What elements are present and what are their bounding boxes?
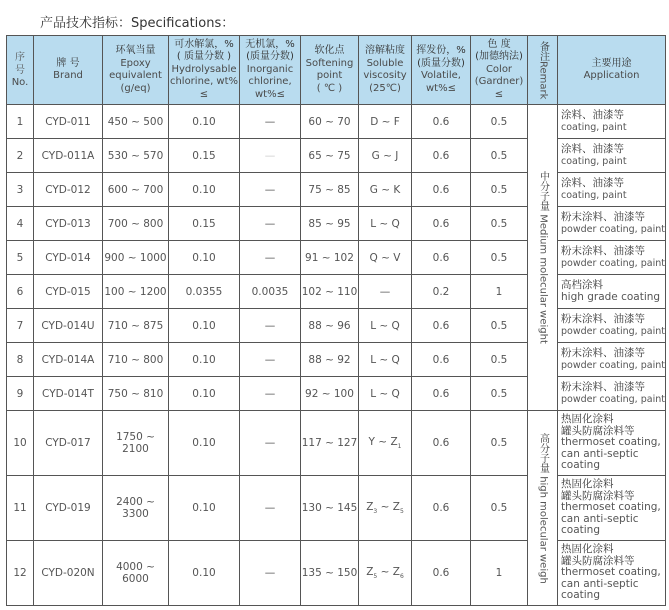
cell-vol: 0.6 [412,105,471,139]
header-inorg-cn2: (质量分数) [246,51,294,63]
cell-soft: 88 ~ 96 [301,309,359,343]
app-cn: 粉末涂料、油漆等 [561,211,645,223]
app-en2: can anti-septic [561,447,639,460]
cell-epoxy: 530 ~ 570 [103,139,169,173]
remark-medium-en: Medium molecular weight [537,214,549,344]
app-cn: 涂料、油漆等 [561,177,624,189]
table-row [7,343,666,377]
header-vol-cn2: (质量分数) [417,57,465,69]
visc-from: Y [368,435,375,448]
cell-soft: 75 ~ 85 [301,173,359,207]
app-en: powder coating, paint [561,223,665,235]
header-soluble-viscosity [359,36,412,105]
cell-visc: G ~ K [359,173,412,207]
cell-epoxy: 2400 ~ 3300 [103,476,169,541]
header-brand-cn: 牌 号 [56,57,80,69]
cell-application [558,377,666,411]
cell-no: 11 [7,476,34,541]
cell-no: 4 [7,207,34,241]
cell-hydro: 0.10 [169,105,240,139]
visc-to-sub: 6 [399,573,404,581]
cell-no: 5 [7,241,34,275]
cell-visc: L ~ Q [359,309,412,343]
cell-color: 0.5 [471,343,528,377]
visc-from-sub: 5 [373,573,378,581]
header-no-en: No. [11,76,29,88]
app-en: powder coating, paint [561,359,665,371]
header-color-cn1: 色 度 [487,38,511,50]
cell-brand: CYD-014A [34,343,103,377]
app-cn1: 热固化涂料 [561,543,614,556]
header-inorg-en3: wt%≤ [255,88,285,100]
page-title: 产品技术指标：Specifications： [40,16,235,31]
visc-from: Z [366,565,374,578]
cell-inorg: — [240,411,301,476]
cell-brand: CYD-013 [34,207,103,241]
cell-application [558,207,666,241]
cell-application [558,275,666,309]
cell-inorg: — [240,541,301,606]
app-en: powder coating, paint [561,257,665,269]
app-cn2: 罐头防腐涂料等 [561,554,635,567]
header-visc-en2: viscosity [363,70,407,81]
cell-vol: 0.6 [412,207,471,241]
app-cn: 粉末涂料、油漆等 [561,313,645,325]
cell-application [558,309,666,343]
header-hydro-cn2: ( 质量分数 ) [176,51,232,63]
cell-color: 1 [471,275,528,309]
cell-soft: 91 ~ 102 [301,241,359,275]
cell-color: 0.5 [471,173,528,207]
header-vol-cn1: 挥发份，% [416,45,466,56]
specifications-table [6,35,666,606]
cell-brand: CYD-017 [34,411,103,476]
cell-application [558,476,666,541]
cell-application [558,139,666,173]
header-remark-text [537,41,549,99]
visc-from-sub: 3 [373,508,378,516]
cell-epoxy: 710 ~ 875 [103,309,169,343]
app-cn1: 热固化涂料 [561,478,614,491]
cell-application [558,343,666,377]
header-no-cn: 序号 [15,51,25,76]
header-inorg-en2: chlorine, [248,76,292,88]
header-color-en3: ≤ [494,88,504,100]
table-row [7,105,666,139]
remark-high-cn: 高分子量 [537,432,549,473]
app-en: coating, paint [561,121,627,133]
cell-inorg: 0.0035 [240,275,301,309]
app-en2: can anti-septic [561,512,639,525]
header-hydro-en2: chlorine, wt% [169,76,239,88]
cell-soft: 130 ~ 145 [301,476,359,541]
header-soft-en3: ( ℃ ) [316,82,343,94]
app-cn: 粉末涂料、油漆等 [561,347,645,359]
header-volatile [412,36,471,105]
header-app-cn: 主要用途 [591,57,632,69]
app-en: powder coating, paint [561,393,665,405]
cell-no: 9 [7,377,34,411]
remark-high-en: high molecular weigh [537,475,549,584]
header-vol-en1: Volatile, [421,70,461,81]
app-en2: can anti-septic [561,577,639,590]
cell-hydro: 0.10 [169,411,240,476]
cell-no: 12 [7,541,34,606]
cell-hydro: 0.10 [169,343,240,377]
app-cn2: 罐头防腐涂料等 [561,489,635,502]
visc-to: Z [390,435,398,448]
table-row [7,377,666,411]
cell-epoxy: 710 ~ 800 [103,343,169,377]
remark-high-molecular [528,411,558,606]
cell-inorg: — [240,105,301,139]
cell-visc: L ~ Q [359,207,412,241]
cell-vol: 0.6 [412,476,471,541]
cell-visc: $Z_3$ ~ $Z_5$ [359,476,412,541]
cell-application [558,105,666,139]
cell-vol: 0.2 [412,275,471,309]
cell-visc: Q ~ V [359,241,412,275]
cell-epoxy: 100 ~ 1200 [103,275,169,309]
cell-soft: 117 ~ 127 [301,411,359,476]
header-inorg-cn1: 无机氯，% [245,38,295,50]
cell-color: 0.5 [471,139,528,173]
cell-soft: 60 ~ 70 [301,105,359,139]
table-row [7,139,666,173]
table-row [7,207,666,241]
cell-no: 7 [7,309,34,343]
cell-epoxy: 750 ~ 810 [103,377,169,411]
cell-vol: 0.6 [412,309,471,343]
cell-application [558,411,666,476]
app-en: high grade coating [561,290,661,303]
app-en3: coating [561,524,600,537]
cell-application [558,541,666,606]
header-brand [34,36,103,105]
visc-from: Z [366,500,374,513]
cell-hydro: 0.10 [169,476,240,541]
app-cn1: 热固化涂料 [561,413,614,426]
header-remark [528,36,558,105]
cell-brand: CYD-014U [34,309,103,343]
cell-color: 1 [471,541,528,606]
cell-color: 0.5 [471,241,528,275]
cell-inorg: — [240,207,301,241]
cell-soft: 92 ~ 100 [301,377,359,411]
header-soft-cn: 软化点 [314,45,345,56]
app-cn2: 罐头防腐涂料等 [561,424,635,437]
cell-visc: G ~ J [359,139,412,173]
app-en1: thermoset coating, [561,501,661,514]
header-soft-en1: Softening [305,57,354,69]
remark-medium-molecular [528,105,558,411]
cell-epoxy: 900 ~ 1000 [103,241,169,275]
app-en3: coating [561,589,600,602]
cell-visc: L ~ Q [359,343,412,377]
app-en: coating, paint [561,189,627,201]
cell-inorg: — [240,476,301,541]
cell-soft: 88 ~ 92 [301,343,359,377]
header-inorg-en1: Inorganic [246,63,294,75]
cell-no: 1 [7,105,34,139]
table-row [7,241,666,275]
cell-no: 10 [7,411,34,476]
cell-hydro: 0.10 [169,173,240,207]
cell-brand: CYD-014 [34,241,103,275]
header-hydrolysable-chlorine [169,36,240,105]
header-color-gardner [471,36,528,105]
cell-hydro: 0.15 [169,139,240,173]
header-color-cn2: (加德纳法) [475,51,523,63]
header-soft-en2: point [316,70,343,81]
cell-brand: CYD-020N [34,541,103,606]
cell-color: 0.5 [471,105,528,139]
cell-soft: 135 ~ 150 [301,541,359,606]
header-visc-en3: (25℃) [369,82,401,94]
cell-hydro: 0.10 [169,377,240,411]
cell-vol: 0.6 [412,411,471,476]
remark-medium-text [537,171,549,344]
cell-inorg: — [240,309,301,343]
remark-high-text [537,433,549,584]
cell-vol: 0.6 [412,241,471,275]
header-row [7,36,666,105]
cell-no: 2 [7,139,34,173]
cell-application [558,173,666,207]
app-cn: 粉末涂料、油漆等 [561,245,645,257]
cell-color: 0.5 [471,411,528,476]
cell-no: 6 [7,275,34,309]
cell-epoxy: 450 ~ 500 [103,105,169,139]
header-remark-en: Remark [537,60,549,100]
table-row [7,275,666,309]
app-cn: 涂料、油漆等 [561,109,624,121]
cell-visc: $Z_5$ ~ $Z_6$ [359,541,412,606]
cell-application [558,241,666,275]
table-row [7,173,666,207]
header-color-en2: (Gardner) [474,76,524,88]
app-en: coating, paint [561,155,627,167]
cell-color: 0.5 [471,309,528,343]
cell-color: 0.5 [471,377,528,411]
cell-hydro: 0.15 [169,207,240,241]
cell-brand: CYD-015 [34,275,103,309]
header-softening-point [301,36,359,105]
header-brand-en: Brand [53,70,83,81]
visc-to-sub: 5 [399,508,404,516]
table-row [7,541,666,606]
cell-visc: D ~ F [359,105,412,139]
cell-brand: CYD-019 [34,476,103,541]
app-en1: thermoset coating, [561,436,661,449]
cell-hydro: 0.10 [169,241,240,275]
cell-vol: 0.6 [412,541,471,606]
visc-to-sub: 1 [397,443,402,451]
header-no [7,36,34,105]
cell-color: 0.5 [471,207,528,241]
cell-brand: CYD-014T [34,377,103,411]
cell-brand: CYD-012 [34,173,103,207]
cell-vol: 0.6 [412,377,471,411]
header-hydro-en1: Hydrolysable [171,63,237,75]
header-remark-cn: 备注 [537,40,549,61]
app-cn: 高档涂料 [561,279,603,291]
remark-medium-cn: 中分子量 [537,171,549,212]
header-epoxy-equivalent [103,36,169,105]
cell-visc: — [359,275,412,309]
cell-visc: L ~ Q [359,377,412,411]
header-epoxy-en1: Epoxy [120,57,151,69]
cell-inorg: — [240,241,301,275]
visc-to: Z [392,565,400,578]
cell-inorg: — [240,139,301,173]
visc-to: Z [392,500,400,513]
app-en: powder coating, paint [561,325,665,337]
header-application [558,36,666,105]
header-hydro-en3: ≤ [199,88,209,100]
cell-epoxy: 600 ~ 700 [103,173,169,207]
header-app-en: Application [583,70,640,81]
header-epoxy-cn: 环氧当量 [115,45,156,56]
cell-visc: Y ~ $Z_1$ [359,411,412,476]
header-hydro-cn1: 可水解氯，% [174,38,234,50]
app-cn: 涂料、油漆等 [561,143,624,155]
cell-no: 3 [7,173,34,207]
header-epoxy-en3: (g/eq) [120,82,151,94]
cell-hydro: 0.10 [169,309,240,343]
cell-hydro: 0.10 [169,541,240,606]
header-vol-en2: wt%≤ [426,82,456,94]
app-cn: 粉末涂料、油漆等 [561,381,645,393]
cell-epoxy: 4000 ~ 6000 [103,541,169,606]
cell-vol: 0.6 [412,173,471,207]
table-row [7,476,666,541]
cell-inorg: — [240,343,301,377]
cell-brand: CYD-011A [34,139,103,173]
cell-soft: 85 ~ 95 [301,207,359,241]
app-en1: thermoset coating, [561,566,661,579]
header-visc-cn: 溶解粘度 [365,45,405,56]
cell-vol: 0.6 [412,343,471,377]
cell-soft: 65 ~ 75 [301,139,359,173]
cell-vol: 0.6 [412,139,471,173]
header-color-en1: Color [485,63,513,75]
app-en3: coating [561,459,600,472]
header-inorganic-chlorine [240,36,301,105]
header-visc-en1: Soluble [366,57,404,69]
cell-epoxy: 700 ~ 800 [103,207,169,241]
cell-brand: CYD-011 [34,105,103,139]
cell-epoxy: 1750 ~ 2100 [103,411,169,476]
table-row [7,309,666,343]
cell-color: 0.5 [471,476,528,541]
cell-soft: 102 ~ 110 [301,275,359,309]
header-epoxy-en2: equivalent [109,70,162,81]
cell-no: 8 [7,343,34,377]
cell-inorg: — [240,377,301,411]
cell-inorg: — [240,173,301,207]
cell-hydro: 0.0355 [169,275,240,309]
table-row [7,411,666,476]
